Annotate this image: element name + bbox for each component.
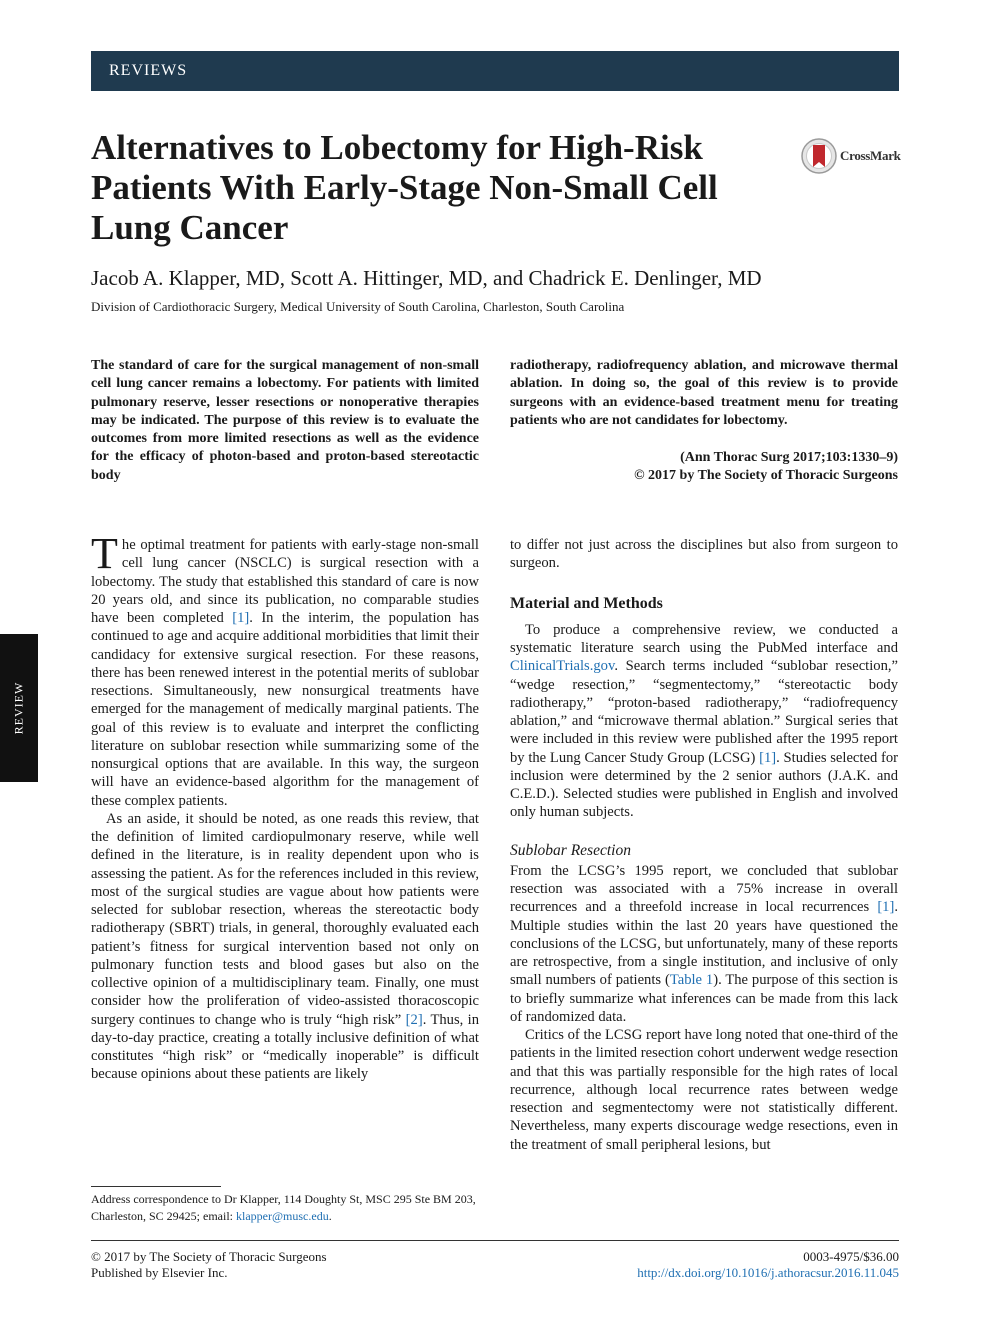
footer-copyright: © 2017 by The Society of Thoracic Surgeons (91, 1249, 327, 1264)
correspondence-footnote (91, 1191, 481, 1225)
crossmark-badge[interactable] (800, 137, 910, 177)
intro-paragraph-2-cont: to differ not just across the disciplines but also from surgeon to surgeon. (510, 537, 898, 572)
footer-divider (91, 1240, 899, 1241)
methods-text-cont: . Search terms included “sublobar resection,” “wedge resection,” “segmentectomy,” “stereotactic body radiotherapy,” “proton-based radiotherapy,” “radiofrequency ablation,” and “microwave thermal ablation.” Surgical series that were included in this review were published after the 1995 report by the Lung Cancer Study Group (LCSG) (510, 658, 898, 766)
journal-citation: (Ann Thorac Surg 2017;103:1330–9) (680, 450, 898, 465)
section-banner (91, 51, 899, 91)
intro-paragraph-2 (91, 810, 479, 1084)
sublobar-text-cont: . Multiple studies within the last 20 years have questioned the conclusions of the LCSG, but unfortunately, many of these reports are retrospective, from a single institution, and inclusive of only small numbers of patients ( (510, 899, 898, 989)
aside-text-cont: . Thus, in day-to-day practice, creating a totally inclusive definition of what constitutes “high risk” or “medically inoperable” is difficult because opinions about these patients are likely (91, 1011, 479, 1083)
intro-paragraph-1 (91, 529, 480, 810)
doi-link[interactable]: http://dx.doi.org/10.1016/j.athoracsur.2016.11.045 (637, 1265, 899, 1280)
body-column-left (91, 529, 480, 1084)
methods-heading: Material and Methods (510, 594, 663, 612)
methods-text: To produce a comprehensive review, we conducted a systematic literature search using the PubMed interface and (510, 621, 898, 656)
intro-text-cont: . In the interim, the population has continued to age and acquire additional morbidities that limit their candidacy for extensive surgical resection. For these reasons, there has been renewed interest in the potential merits of sublobar resections. Simultaneously, new nonsurgical treatments have emerged for the management of medically marginal patients. The goal of this review is to evaluate and interpret the conflicting literature on sublobar resection while summarizing some of the nonsurgical options that are available. In this way, the surgeon will have an evidence-based algorithm for the management of these complex patients. (91, 610, 480, 809)
footnote-text: Address correspondence to Dr Klapper, 114 Doughty St, MSC 295 Ste BM 203, Charleston, SC 29425; email: (91, 1192, 476, 1223)
footnote-end: . (328, 1209, 332, 1223)
sublobar-text-end: ). The purpose of this section is to briefly summarize what inferences can be made from this lack of randomized data. (510, 972, 898, 1025)
sublobar-paragraph-1 (510, 862, 898, 1026)
methods-paragraph (510, 621, 898, 822)
author-list: Jacob A. Klapper, MD, Scott A. Hittinger, MD, and Chadrick E. Denlinger, MD (91, 266, 762, 290)
side-tab (0, 634, 38, 782)
article-title: Alternatives to Lobectomy for High-Risk Patients With Early-Stage Non-Small Cell Lung Cancer (91, 128, 718, 247)
footer-issn: 0003-4975/$36.00 (803, 1249, 899, 1264)
sublobar-text: From the LCSG’s 1995 report, we concluded that sublobar resection was associated with a 75% increase in overall recurrences and a threefold increase in local recurrences (510, 862, 898, 916)
sublobar-heading: Sublobar Resection (510, 841, 631, 859)
abstract-left: The standard of care for the surgical management of non-small cell lung cancer remains a lobectomy. For patients with limited pulmonary reserve, lesser resections or nonoperative therapies may be indicated. The purpose of this review is to evaluate the outcomes from more limited resections as well as the evidence for the efficacy of photon-based and proton-based stereotactic body (91, 358, 479, 483)
footer-publisher: Published by Elsevier Inc. (91, 1265, 228, 1280)
methods-text-end: . Studies selected for inclusion were determined by the 2 senior authors (J.A.K. and C.E.D.). Selected studies were published in English and involved only human subjects. (510, 749, 898, 821)
abstract-copyright: © 2017 by The Society of Thoracic Surgeons (634, 468, 898, 483)
sublobar-paragraph-2: Critics of the LCSG report have long noted that one-third of the patients in the limited resection cohort underwent wedge resection and that this was partially responsible for the high rates of local recurrence, although local recurrence rates between wedge resection and segmentectomy were not statistically different. Nevertheless, many experts discourage wedge resections, even in the treatment of small peripheral lesions, but (510, 1027, 898, 1153)
footnote-divider (91, 1186, 221, 1187)
crossmark-label: CrossMark (840, 148, 901, 163)
abstract-right: radiotherapy, radiofrequency ablation, and microwave thermal ablation. In doing so, the goal of this review is to provide surgeons with an evidence-based treatment menu for treating patients who are not candidates for lobectomy. (510, 358, 898, 428)
reference-link-1[interactable]: [1] (232, 610, 250, 626)
banner-label: REVIEWS (109, 62, 188, 79)
email-link[interactable]: klapper@musc.edu (236, 1209, 329, 1223)
reference-link-sublobar[interactable]: [1] (877, 899, 895, 916)
intro-text: he optimal treatment for patients with early-stage non-small cell lung cancer (NSCLC) is surgical resection with a lobectomy. The study that established this standard of care is now 20 years old, and since its publication, no comparable studies have been completed (91, 537, 479, 626)
drop-cap: T (91, 529, 118, 578)
footer-left (91, 1249, 327, 1281)
reference-link-methods[interactable]: [1] (759, 749, 777, 766)
footer-right (520, 1249, 899, 1281)
table-1-link[interactable]: Table 1 (669, 972, 714, 989)
crossmark-icon (800, 137, 838, 175)
clinicaltrials-link[interactable]: ClinicalTrials.gov (510, 658, 615, 675)
affiliation: Division of Cardiothoracic Surgery, Medical University of South Carolina, Charleston, South Carolina (91, 299, 625, 314)
side-tab-label: REVIEW (11, 681, 26, 735)
aside-text: As an aside, it should be noted, as one reads this review, that the definition of limited cardiopulmonary reserve, while well defined in the literature, is in reality dependent upon who is assessing the patient. As for the references included in this review, most of the surgical studies are vague about how patients were selected for sublobar resection, whereas the stereotactic body radiotherapy (SBRT) trials, in general, thoroughly evaluated each patient’s fitness for surgical intervention based not only on pulmonary function tests and blood gases but also on the collective opinion of a multidisciplinary team. Finally, one must consider how the proliferation of video-assisted thoracoscopic surgery continues to change who is truly “high risk” (91, 810, 479, 1028)
body-column-right (510, 536, 898, 1154)
reference-link-2[interactable]: [2] (405, 1011, 423, 1028)
